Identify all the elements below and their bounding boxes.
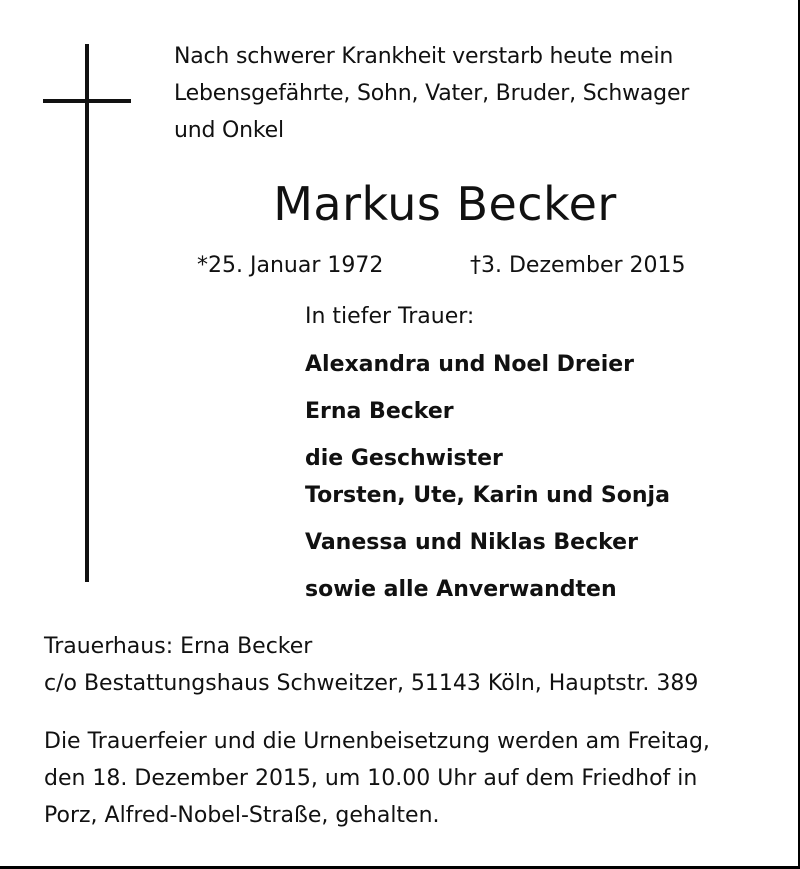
mourner-line: Erna Becker	[305, 399, 454, 424]
cross-icon-horizontal-beam	[43, 99, 131, 103]
house-of-mourning	[44, 628, 698, 702]
mourner-line: Vanessa und Niklas Becker	[305, 530, 638, 555]
mourner-line: die Geschwister	[305, 446, 503, 471]
house-of-mourning-line: c/o Bestattungshaus Schweitzer, 51143 Köln, Hauptstr. 389	[44, 671, 699, 696]
mourning-heading: In tiefer Trauer:	[305, 304, 475, 329]
deceased-name: Markus Becker	[273, 177, 617, 231]
intro-line: Lebensgefährte, Sohn, Vater, Bruder, Schwager	[174, 81, 690, 106]
ceremony-line: Porz, Alfred-Nobel-Straße, gehalten.	[44, 803, 440, 828]
ceremony-line: den 18. Dezember 2015, um 10.00 Uhr auf dem Friedhof in	[44, 766, 698, 791]
house-of-mourning-line: Trauerhaus: Erna Becker	[44, 634, 313, 659]
intro-line: und Onkel	[174, 118, 284, 143]
cross-icon-vertical-beam	[85, 44, 89, 582]
intro-line: Nach schwerer Krankheit verstarb heute mein	[174, 44, 674, 69]
birth-date: *25. Januar 1972	[197, 253, 384, 278]
mourner-line: Alexandra und Noel Dreier	[305, 352, 635, 377]
intro-text	[174, 38, 774, 149]
mourner-line: sowie alle Anverwandten	[305, 577, 617, 602]
ceremony-info	[44, 723, 710, 834]
ceremony-line: Die Trauerfeier und die Urnenbeisetzung werden am Freitag,	[44, 729, 710, 754]
mourner-line: Torsten, Ute, Karin und Sonja	[305, 483, 670, 508]
death-date: †3. Dezember 2015	[470, 253, 686, 278]
